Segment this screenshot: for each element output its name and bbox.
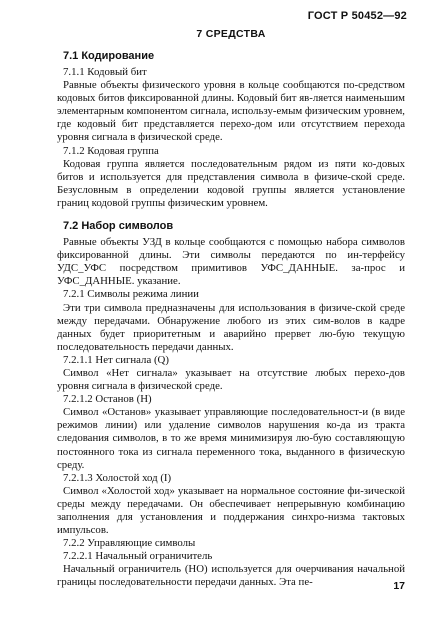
paragraph-line-state-symbols: Эти три символа предназначены для использования в физиче-ской среде между передачами. Обнаружение любого из этих сим-волов в кадре данных будет приоритетным и аварийно прервет лю-бую текущую последовательность передачи данных. [57,301,405,353]
subheading-7-1-2: 7.1.2 Кодовая группа [63,144,159,157]
heading-7-1: 7.1 Кодирование [63,50,155,62]
subheading-7-2-1-1: 7.2.1.1 Нет сигнала (Q) [63,353,169,366]
subheading-7-2-1-2: 7.2.1.2 Останов (H) [63,393,152,406]
standard-code: ГОСТ Р 50452—92 [307,10,407,22]
subheading-7-2-1: 7.2.1 Символы режима линии [63,288,199,301]
subheading-7-1-1: 7.1.1 Кодовый бит [63,66,147,78]
subheading-7-2-2-1: 7.2.2.1 Начальный ограничитель [63,550,213,563]
paragraph-starting-delimiter: Начальный ограничитель (НО) используется для очерчивания начальной границы последовательности передачи данных. Эта пе- [57,563,405,589]
section-title: 7 СРЕДСТВА [196,28,266,40]
heading-7-2: 7.2 Набор символов [63,220,174,233]
subheading-7-2-2: 7.2.2 Управляющие символы [63,537,196,550]
paragraph-code-bit: Равные объекты физического уровня в кольце сообщаются по-средством кодовых битов фиксированной длины. Кодовый бит яв-ляется наименьшим элементарным компонентом сигнала, использу-емым физическим уровнем, где кодовый бит представляется перехо-дом или отсутствием перехода уровня сигнала в физической среде. [57,79,405,144]
subheading-7-2-1-3: 7.2.1.3 Холостой ход (I) [63,471,172,484]
paragraph-code-group: Кодовая группа является последовательным рядом из пяти ко-довых битов и используется для представления символа в физиче-ской среде. Безусловным в определении кодовой группы является установление границ кодовой группы физическим уровнем. [57,157,405,209]
paragraph-halt-symbol: Символ «Останов» указывает управляющие последовательност-и (в виде режимов линии) или удаление символов нарушения ко-да из тракта следования символов, в то же время минимизируя лю-бую составляющую постоянного тока из сигнала переменного тока, выданного в физическую среду. [57,406,405,471]
page-number: 17 [393,580,405,592]
paragraph-quiet-symbol: Символ «Нет сигнала» указывает на отсутствие любых перехо-дов уровня сигнала в физической среде. [57,366,405,393]
paragraph-idle-symbol: Символ «Холостой ход» указывает на нормальное состояние фи-зической среды между передачами. Он обеспечивает непрерывную комбинацию заполнения для установления и поддержания синхро-низма тактовых импульсов. [57,484,405,537]
paragraph-symbol-set: Равные объекты УЗД в кольце сообщаются с помощью набора символов фиксированной длины. Эти символы передаются по ин-терфейсу УДС_УФС посредством примитивов УФС_ДАННЫЕ. за-прос и УФС_ДАННЫЕ. указание. [57,236,405,288]
page-body [57,28,405,590]
